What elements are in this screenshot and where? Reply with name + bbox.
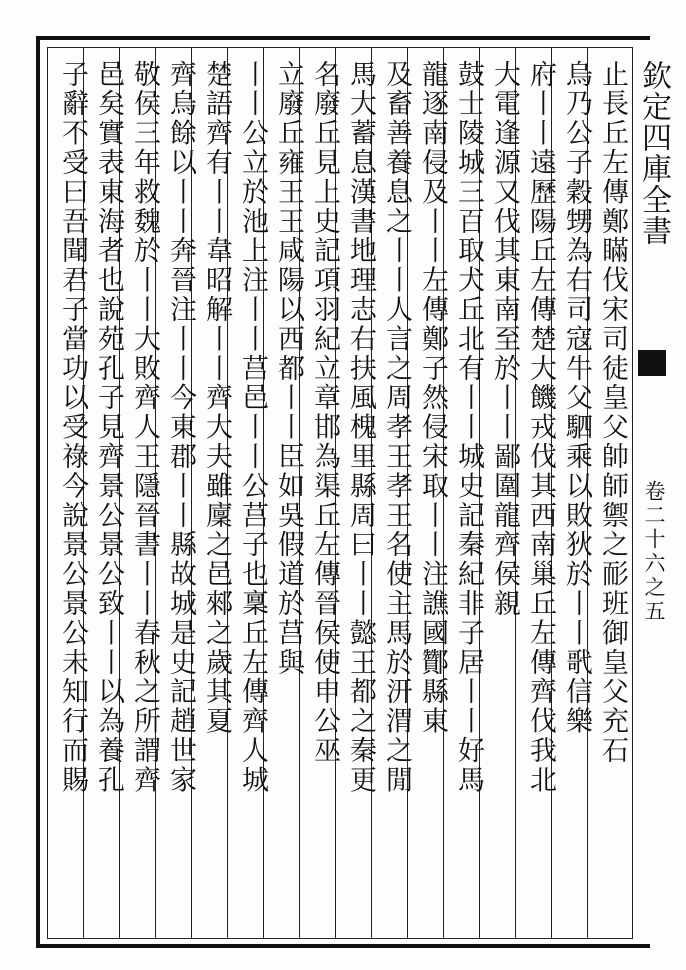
fishtail-mark	[638, 350, 666, 376]
text-column: 敬侯三年救魏於丨丨大敗齊人王隱晉書丨丨春秋之所謂齊	[129, 60, 160, 795]
text-column: 子辭不受曰吾聞君子當功以受祿今說景公景公未知行而賜	[57, 60, 88, 795]
text-column: 府丨丨遠歷陽丘左傳楚大饑戎伐其西南巢丘左傳齊伐我北	[525, 60, 556, 795]
text-column: 及畜善養息之丨丨人言之周孝王孝王名使主馬於汧渭之閒	[381, 60, 412, 795]
text-column: 止長丘左傳鄭瞞伐宋司徒皇父帥師禦之耏班御皇父充石	[597, 60, 628, 766]
text-column: 鼓士陵城三百取犬丘北有丨丨城史記秦紀非子居丨丨好馬	[453, 60, 484, 795]
text-column: 龍逐南侵及丨丨左傳鄭子然侵宋取丨丨注譙國酇縣東	[417, 60, 448, 737]
text-column: 馬大蓄息漢書地理志右扶風槐里縣周曰丨丨懿王都之秦更	[345, 60, 376, 795]
text-column: 齊烏餘以丨丨奔晉注丨丨今東郡丨丨縣故城是史記趙世家	[165, 60, 196, 795]
text-column: 丨丨公立於池上注丨丨莒邑丨丨公莒子也稟丘左傳齊人城	[237, 60, 268, 795]
text-column: 烏乃公子穀甥為右司寇牛父駟乘以敗狄於丨丨㢦信樂	[561, 60, 592, 737]
volume-label: 卷二十六之五	[642, 480, 666, 624]
text-column: 大電逢源又伐其東南至於丨丨鄙圍龍齊侯親	[489, 60, 520, 619]
page-margin	[632, 60, 672, 940]
text-column: 楚語齊有丨丨韋昭解丨丨齊大夫雖廩之邑郲之歲其夏	[201, 60, 232, 737]
text-column: 邑矣實表東海者也說苑孔子見齊景公景公致丨丨以為養孔	[93, 60, 124, 795]
book-title: 欽定四庫全書	[636, 60, 671, 246]
text-column: 立廢丘雍王王咸陽以西都丨丨臣如吳假道於莒與	[273, 60, 304, 678]
text-column: 名廢丘見上史記項羽紀立章邯為渠丘左傳晉侯使申公巫	[309, 60, 340, 766]
